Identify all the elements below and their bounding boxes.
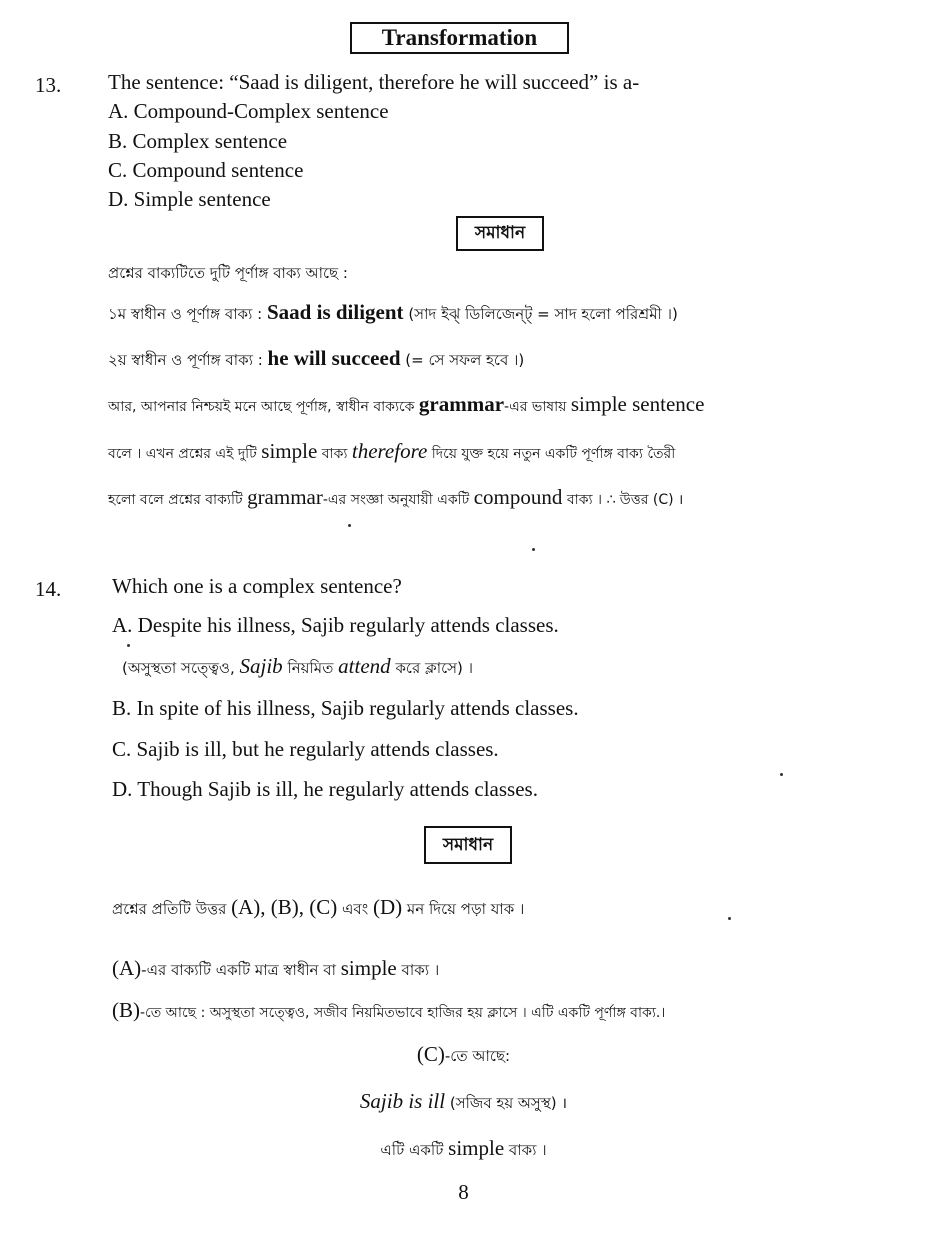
solution-text: (= সে সফল হবে ।) (400, 351, 525, 369)
option-c: C. Compound sentence (108, 158, 304, 182)
solution-text: বাক্য । (396, 961, 440, 979)
solution-text: simple sentence (570, 392, 705, 416)
solution-line (108, 346, 524, 374)
option-b: B. Complex sentence (108, 129, 288, 153)
solution-text: simple (261, 439, 318, 463)
solution-text: এটি একটি (380, 1141, 449, 1159)
note-text: attend (338, 654, 391, 678)
solution-line (112, 895, 524, 923)
solution-line (108, 485, 683, 512)
question-number: 13. (35, 73, 62, 97)
section-title: Transformation (350, 22, 569, 54)
solution-text: বাক্য (317, 446, 352, 462)
solution-text: -তে আছে: (444, 1047, 511, 1065)
solution-text: therefore (351, 439, 428, 463)
solution-text: he will succeed (267, 346, 401, 370)
solution-line (0, 1136, 927, 1164)
solution-label: সমাধান (456, 216, 544, 251)
solution-text: বাক্য । (504, 1141, 547, 1159)
solution-text: grammar (247, 485, 323, 509)
solution-text: ২য় স্বাধীন ও পূর্ণাঙ্গ বাক্য : (108, 351, 268, 369)
solution-line (112, 998, 665, 1025)
page-number: 8 (458, 1180, 469, 1204)
option-a: A. Despite his illness, Sajib regularly attends classes. (112, 613, 559, 637)
solution-text: হলো বলে প্রশ্নের বাক্যটি (108, 492, 248, 508)
solution-text: (D) (373, 895, 403, 919)
solution-text: Sajib is ill (359, 1089, 446, 1113)
solution-text: বাক্য । ∴ উত্তর (C) । (562, 492, 684, 508)
option-note (122, 654, 473, 682)
solution-text: (B) (112, 998, 140, 1022)
solution-line: প্রশ্নের বাক্যটিতে দুটি পূর্ণাঙ্গ বাক্য আছে : (108, 264, 348, 282)
note-text: Sajib (239, 654, 283, 678)
solution-text: -এর বাক্যটি একটি মাত্র স্বাধীন বা (141, 961, 341, 979)
solution-text: -তে আছে : অসুস্থতা সত্ত্বেও, সজীব নিয়মিতভাবে হাজির হয় ক্লাসে । এটি একটি পূর্ণাঙ্গ বাক্য.। (140, 1005, 666, 1021)
solution-text: দিয়ে যুক্ত হয়ে নতুন একটি পূর্ণাঙ্গ বাক্য তৈরী (427, 446, 676, 462)
scan-speck (728, 917, 731, 920)
solution-text: simple (340, 956, 397, 980)
option-d: D. Simple sentence (108, 187, 271, 211)
solution-line (108, 439, 675, 466)
solution-text: (সাদ ইঝ্ ডিলিজেন্ট্ = সাদ হলো পরিশ্রমী ।) (403, 305, 678, 323)
solution-text: Saad is diligent (267, 300, 404, 324)
solution-text: বলে । এখন প্রশ্নের এই দুটি (108, 446, 262, 462)
question-text: The sentence: “Saad is diligent, therefore he will succeed” is a- (108, 70, 640, 94)
solution-line (112, 956, 439, 984)
solution-text: (A) (112, 956, 142, 980)
note-text: নিয়মিত (282, 659, 339, 677)
solution-text: আর, আপনার নিশ্চয়ই মনে আছে পূর্ণাঙ্গ, স্বাধীন বাক্যকে (108, 399, 419, 415)
scan-speck (127, 644, 130, 647)
option-d: D. Though Sajib is ill, he regularly attends classes. (112, 777, 538, 801)
option-a: A. Compound-Complex sentence (108, 99, 389, 123)
note-text: (অসুস্থতা সত্ত্বেও, (122, 659, 240, 677)
solution-line (0, 1042, 927, 1070)
solution-text: (A), (B), (C) (231, 895, 338, 919)
solution-text: মন দিয়ে পড়া যাক । (402, 900, 525, 918)
scan-speck (348, 524, 351, 527)
solution-text: simple (448, 1136, 505, 1160)
solution-line (108, 392, 704, 419)
option-b: B. In spite of his illness, Sajib regularly attends classes. (112, 696, 579, 720)
solution-text: (সজিব হয় অসুস্থ) । (445, 1094, 568, 1112)
solution-text: (C) (416, 1042, 445, 1066)
solution-line (108, 300, 678, 328)
solution-text: ১ম স্বাধীন ও পূর্ণাঙ্গ বাক্য : (108, 305, 267, 323)
note-text: করে ক্লাসে) । (390, 659, 473, 677)
solution-line (0, 1089, 927, 1117)
solution-text: এবং (337, 900, 373, 918)
question-number: 14. (35, 577, 62, 601)
scan-speck (532, 548, 535, 551)
solution-text: compound (473, 485, 563, 509)
solution-text: -এর সংজ্ঞা অনুযায়ী একটি (322, 492, 474, 508)
solution-text: প্রশ্নের প্রতিটি উত্তর (112, 900, 232, 918)
option-c: C. Sajib is ill, but he regularly attends classes. (112, 737, 499, 761)
scan-speck (780, 773, 783, 776)
solution-text: grammar (418, 392, 505, 416)
solution-label: সমাধান (424, 826, 512, 864)
solution-text: -এর ভাষায় (504, 399, 571, 415)
question-text: Which one is a complex sentence? (112, 574, 402, 598)
